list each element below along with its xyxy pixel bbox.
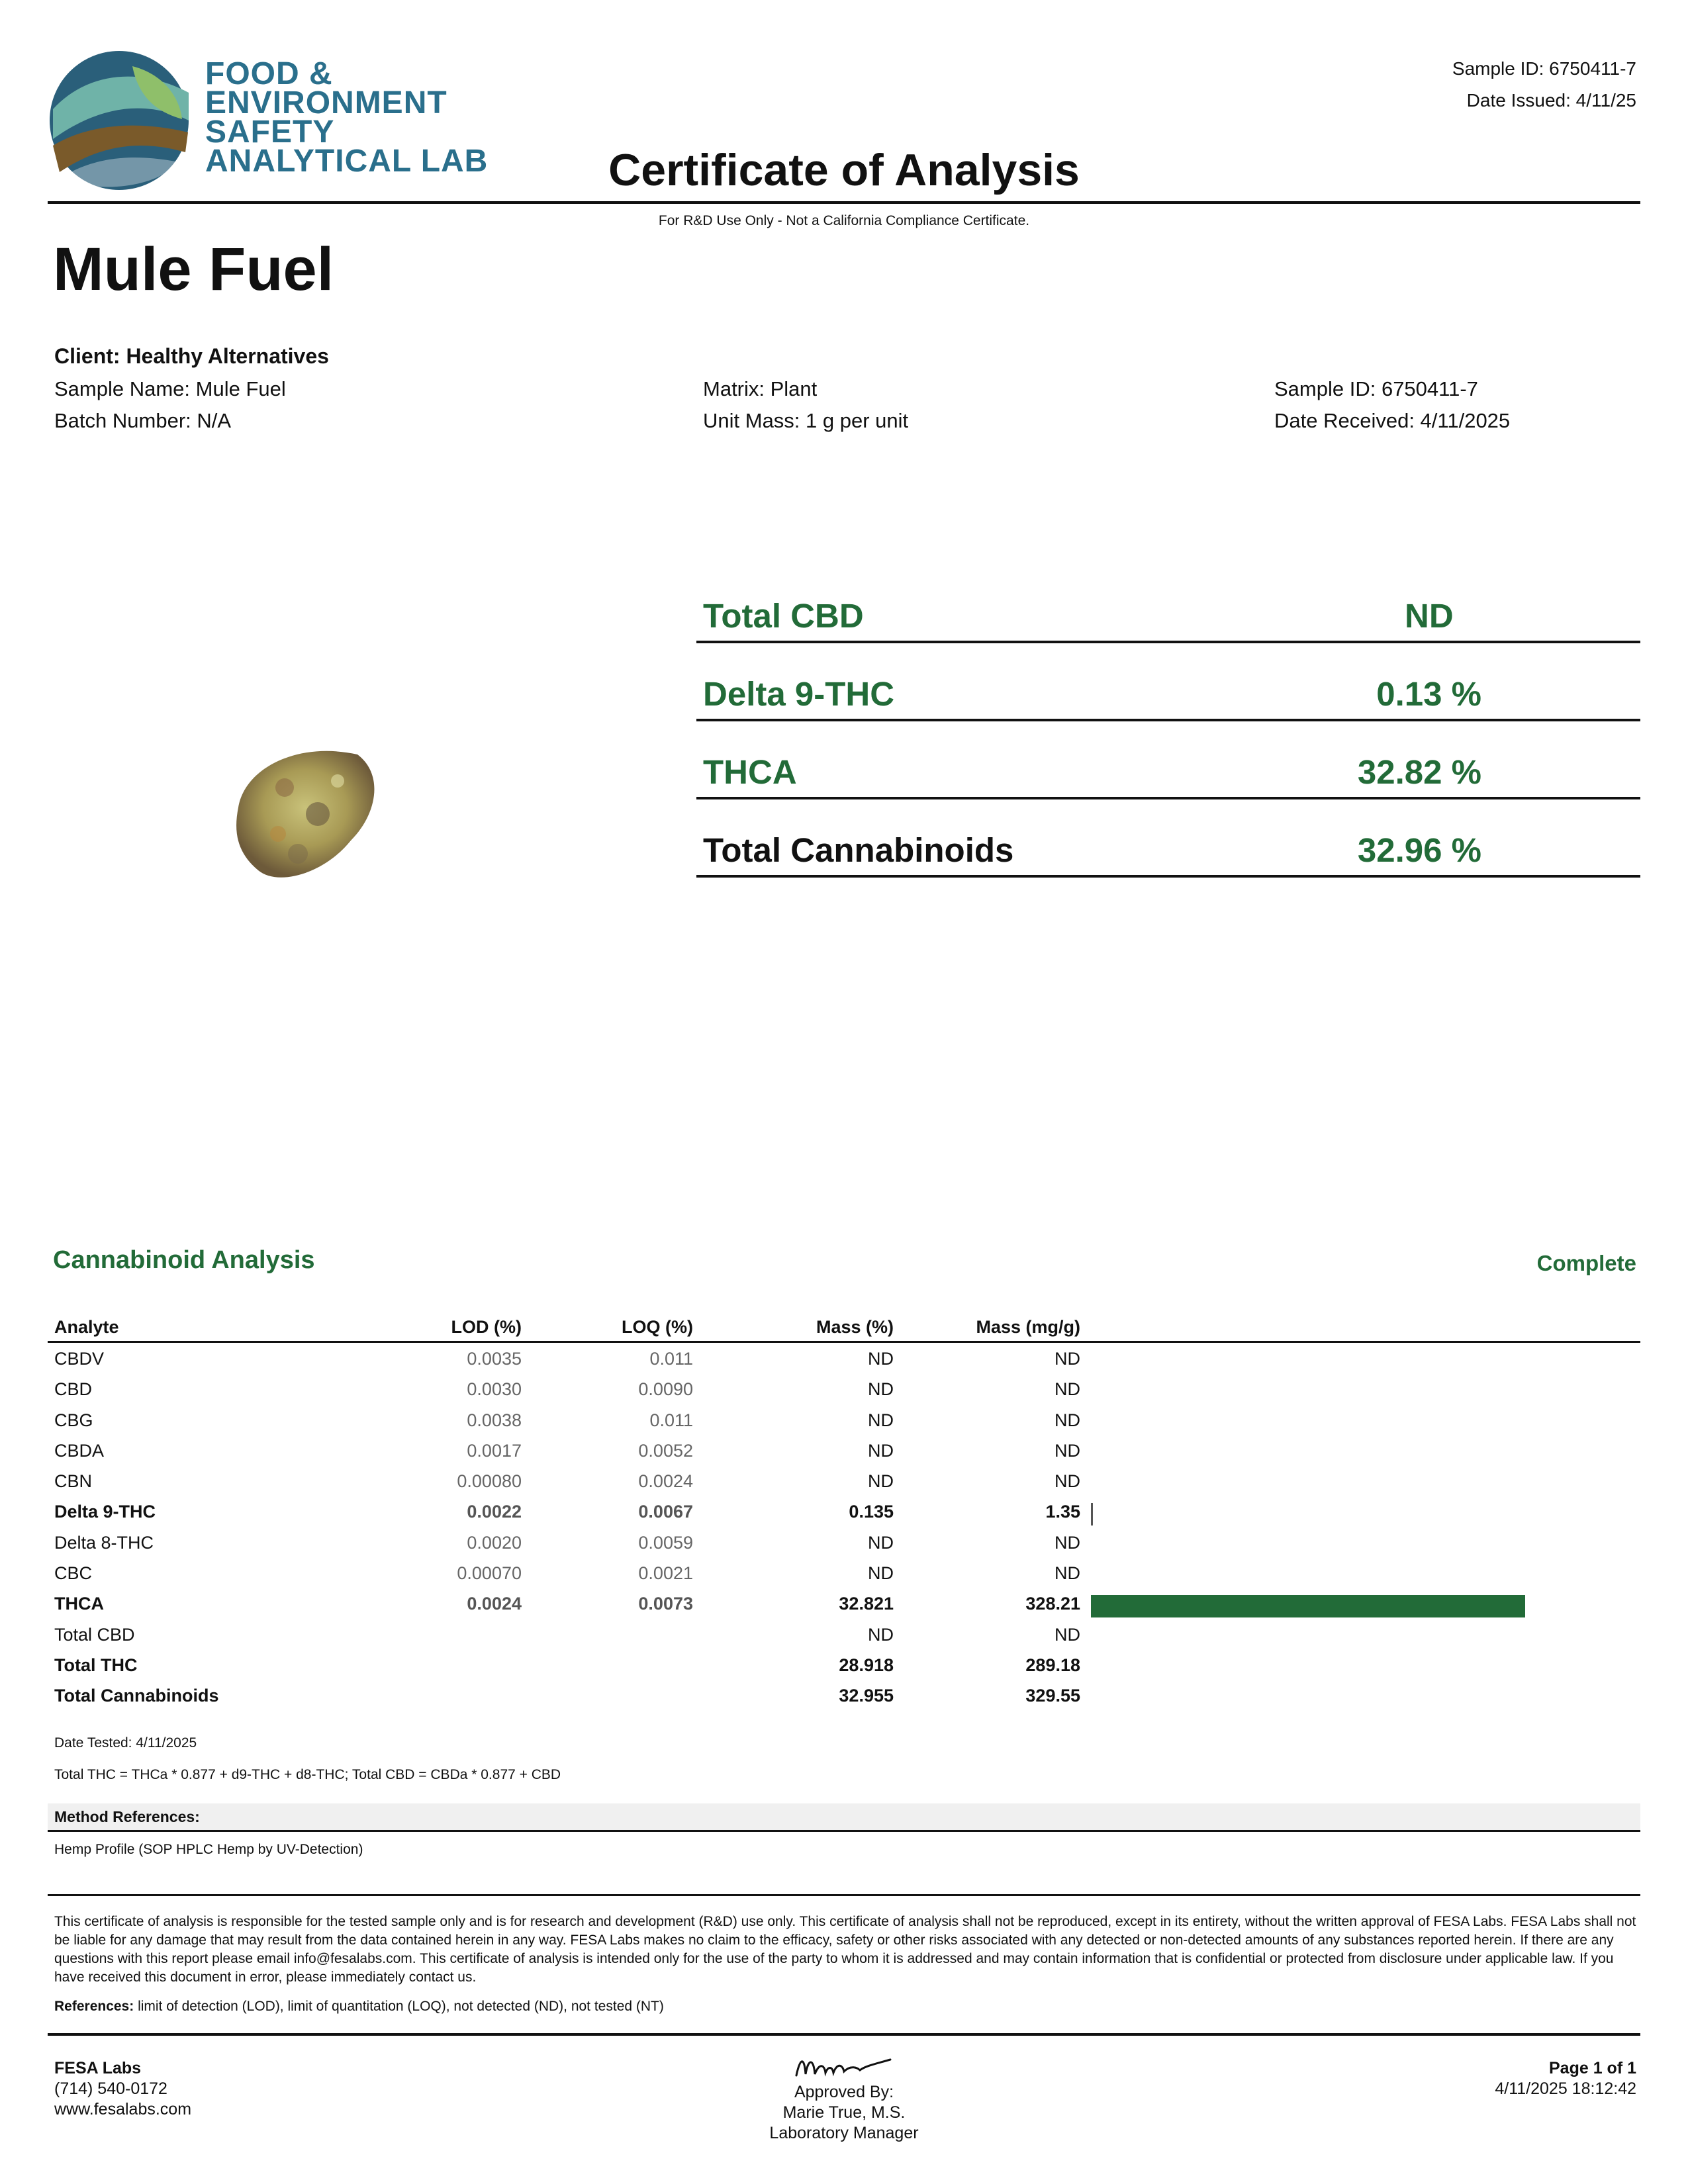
table-row: [0, 1405, 1688, 1435]
section-title: Cannabinoid Analysis: [53, 1246, 315, 1274]
lod-value: 0.0035: [467, 1349, 522, 1369]
table-row: [0, 1527, 1688, 1558]
summary-label: Delta 9-THC: [703, 675, 895, 713]
mass-pct-value: ND: [868, 1410, 894, 1430]
mass-mg-value: 1.35: [1045, 1502, 1080, 1522]
matrix-field: Matrix: Plant: [703, 377, 818, 400]
analyte-name: CBN: [54, 1471, 93, 1492]
mass-mg-value: 329.55: [1025, 1686, 1080, 1706]
method-heading: Method References:: [54, 1808, 200, 1825]
method-reference: Hemp Profile (SOP HPLC Hemp by UV-Detection): [54, 1842, 363, 1857]
formula-note: Total THC = THCa * 0.877 + d9-THC + d8-THC; Total CBD = CBDa * 0.877 + CBD: [54, 1767, 561, 1782]
analyte-name: THCA: [54, 1594, 104, 1614]
analyte-name: CBDA: [54, 1440, 105, 1461]
lod-value: 0.0038: [467, 1410, 522, 1430]
mass-pct-value: ND: [868, 1379, 894, 1400]
logo-line: SAFETY: [205, 114, 335, 150]
analyte-name: Delta 9-THC: [54, 1502, 156, 1522]
table-row: [0, 1619, 1688, 1650]
rnd-notice: For R&D Use Only - Not a California Compliance Certificate.: [658, 213, 1030, 228]
mass-pct-value: ND: [868, 1440, 894, 1461]
analyte-name: Total THC: [54, 1655, 138, 1675]
loq-value: 0.011: [649, 1349, 693, 1369]
mass-mg-value: ND: [1055, 1440, 1080, 1461]
table-row: [0, 1558, 1688, 1588]
analyte-name: Delta 8-THC: [54, 1532, 154, 1553]
header-date-issued: Date Issued: 4/11/25: [1466, 90, 1636, 111]
date-received-field: Date Received: 4/11/2025: [1274, 409, 1511, 432]
lod-value: 0.0024: [467, 1594, 522, 1614]
col-header-lod: LOD (%): [451, 1317, 522, 1337]
references-label: References:: [54, 1999, 134, 2014]
col-header-mass-mg: Mass (mg/g): [976, 1317, 1080, 1337]
mass-pct-value: ND: [868, 1532, 894, 1553]
summary-label: Total CBD: [703, 597, 864, 635]
header-meta: [1452, 53, 1636, 116]
mass-mg-value: ND: [1055, 1624, 1080, 1645]
page-title: Certificate of Analysis: [608, 145, 1080, 195]
lab-phone: (714) 540-0172: [54, 2079, 167, 2098]
table-row: [0, 1496, 1688, 1527]
divider: [48, 1894, 1640, 1896]
client-name: Client: Healthy Alternatives: [54, 344, 329, 368]
summary-label: Total Cannabinoids: [703, 831, 1014, 869]
logo-line: ENVIRONMENT: [205, 85, 447, 120]
references: [54, 1999, 664, 2015]
summary-value: 32.96 %: [1357, 831, 1481, 869]
mass-mg-value: 328.21: [1025, 1594, 1080, 1614]
mass-pct-value: 0.135: [849, 1502, 894, 1522]
report-timestamp: 4/11/2025 18:12:42: [1495, 2079, 1636, 2098]
mass-pct-value: 32.955: [839, 1686, 894, 1706]
status-badge: Complete: [1536, 1251, 1636, 1275]
unit-mass-field: Unit Mass: 1 g per unit: [703, 409, 909, 432]
divider: [48, 201, 1640, 204]
sample-name-title: Mule Fuel: [53, 236, 334, 303]
loq-value: 0.0073: [638, 1594, 693, 1614]
table-row: [0, 1343, 1688, 1374]
analyte-name: CBC: [54, 1563, 93, 1584]
analyte-name: CBD: [54, 1379, 93, 1400]
approved-by: Approved By:: [794, 2083, 894, 2101]
method-references-header: [48, 1803, 1640, 1832]
product-photo: [218, 728, 391, 893]
loq-value: 0.0021: [638, 1563, 693, 1584]
summary-row-total-cannabinoids: [696, 797, 1640, 878]
divider: [48, 2033, 1640, 2036]
logo-line: ANALYTICAL LAB: [205, 144, 489, 179]
footer-page-info: [1495, 2058, 1636, 2099]
footer-approval: [712, 2050, 976, 2144]
signature: [712, 2050, 976, 2082]
mass-mg-value: 289.18: [1025, 1655, 1080, 1675]
loq-value: 0.0090: [638, 1379, 693, 1400]
lod-value: 0.0020: [467, 1532, 522, 1553]
summary-value: ND: [1405, 597, 1454, 635]
loq-value: 0.0059: [638, 1532, 693, 1553]
signature-mark: [791, 2050, 897, 2082]
summary-value: 32.82 %: [1357, 753, 1481, 791]
mass-mg-value: ND: [1055, 1379, 1080, 1400]
summary-value: 0.13 %: [1376, 675, 1481, 713]
table-row: [0, 1435, 1688, 1466]
summary-row-delta9: [696, 641, 1640, 721]
lod-value: 0.0017: [467, 1440, 522, 1461]
mass-pct-value: ND: [868, 1349, 894, 1369]
col-header-loq: LOQ (%): [622, 1317, 693, 1337]
page-number: Page 1 of 1: [1549, 2059, 1636, 2077]
mass-bar: [1091, 1595, 1525, 1617]
table-row: [0, 1588, 1688, 1619]
table-row: [0, 1680, 1688, 1711]
date-tested: Date Tested: 4/11/2025: [54, 1735, 197, 1751]
analysis-table: [0, 1343, 1688, 1711]
lod-value: 0.00070: [457, 1563, 522, 1584]
table-row: [0, 1650, 1688, 1680]
lod-value: 0.0030: [467, 1379, 522, 1400]
approver-name: Marie True, M.S.: [782, 2103, 906, 2122]
disclaimer: This certificate of analysis is responsible for the tested sample only and is for research and development (R&D) use only. This certificate of analysis shall not be reproduced, except in its entirety, without the written approval of FESA Labs. FESA Labs shall not be liable for any damage that may result from the data contained herein in any way. FESA Labs makes no claim to the efficacy, safety or other risks associated with any detected or non-detected amounts of any substances reported herein. If there are any questions with this report please email info@fesalabs.com. This certificate of analysis is intended only for the use of the party to whom it is addressed and may contain information that is confidential or protected from disclosure under applicable law. If you have received this document in error, please immediately contact us.: [54, 1914, 1636, 1985]
analyte-name: CBG: [54, 1410, 93, 1430]
col-header-analyte: Analyte: [54, 1317, 119, 1337]
analyte-name: Total CBD: [54, 1624, 135, 1645]
references-text: limit of detection (LOD), limit of quantitation (LOQ), not detected (ND), not tested (NT): [134, 1999, 664, 2014]
summary-row-total-cbd: [696, 563, 1640, 643]
sample-id-field: Sample ID: 6750411-7: [1274, 377, 1478, 400]
lab-website[interactable]: www.fesalabs.com: [54, 2100, 192, 2118]
mass-pct-value: ND: [868, 1624, 894, 1645]
mass-pct-value: 32.821: [839, 1594, 894, 1614]
table-row: [0, 1374, 1688, 1404]
table-row: [0, 1466, 1688, 1496]
summary-label: THCA: [703, 753, 797, 791]
mass-mg-value: ND: [1055, 1349, 1080, 1369]
footer-lab-info: [54, 2058, 191, 2120]
mass-mg-value: ND: [1055, 1532, 1080, 1553]
batch-number-field: Batch Number: N/A: [54, 409, 232, 432]
mass-mg-value: ND: [1055, 1471, 1080, 1492]
analyte-name: Total Cannabinoids: [54, 1686, 219, 1706]
mass-pct-value: ND: [868, 1563, 894, 1584]
mass-mg-value: ND: [1055, 1410, 1080, 1430]
divider: [48, 1341, 1640, 1343]
header-sample-id: Sample ID: 6750411-7: [1452, 58, 1636, 79]
analyte-name: CBDV: [54, 1349, 105, 1369]
mass-pct-value: ND: [868, 1471, 894, 1492]
summary-row-thca: [696, 719, 1640, 799]
loq-value: 0.0067: [638, 1502, 693, 1522]
sample-name-field: Sample Name: Mule Fuel: [54, 377, 286, 400]
loq-value: 0.0052: [638, 1440, 693, 1461]
mass-mg-value: ND: [1055, 1563, 1080, 1584]
col-header-mass-pct: Mass (%): [816, 1317, 894, 1337]
loq-value: 0.0024: [638, 1471, 693, 1492]
mass-pct-value: 28.918: [839, 1655, 894, 1675]
lab-name: FESA Labs: [54, 2059, 142, 2077]
logo-line: FOOD &: [205, 56, 333, 91]
lod-value: 0.0022: [467, 1502, 522, 1522]
approver-title: Laboratory Manager: [769, 2124, 919, 2142]
lod-value: 0.00080: [457, 1471, 522, 1492]
loq-value: 0.011: [649, 1410, 693, 1430]
mass-bar: [1091, 1503, 1093, 1525]
